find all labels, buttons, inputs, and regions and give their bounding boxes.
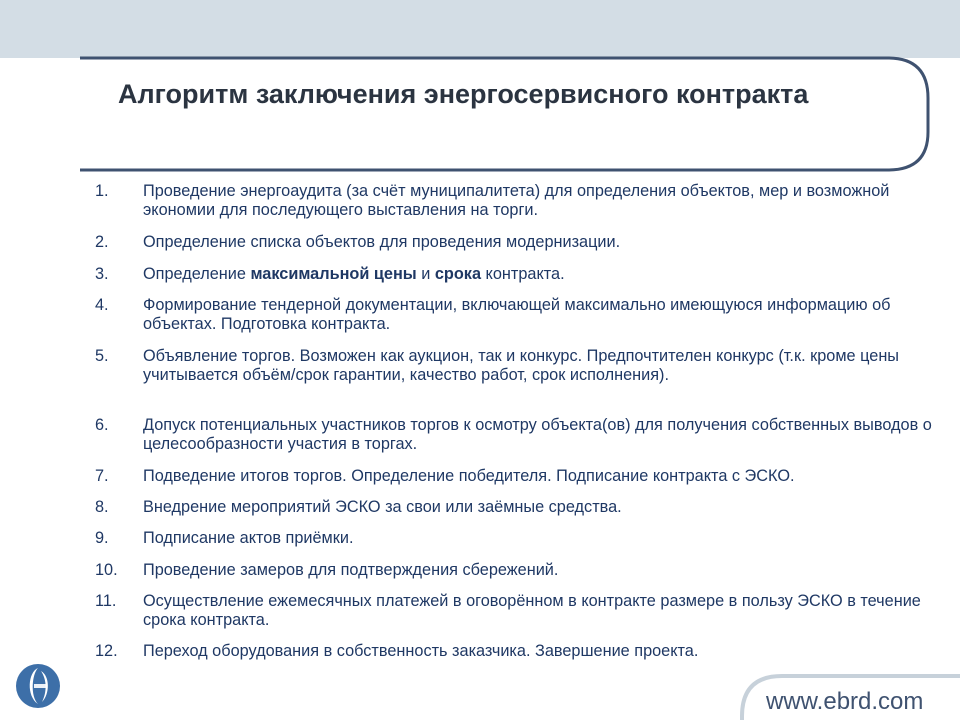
- step-text: Подписание актов приёмки.: [143, 529, 354, 547]
- step-text: Формирование тендерной документации, включающей максимально имеющуюся информацию об объектах. Подготовка контракта.: [143, 296, 891, 333]
- slide-title: Алгоритм заключения энергосервисного контракта: [118, 79, 809, 109]
- step-text: Допуск потенциальных участников торгов к осмотру объекта(ов) для получения собственных выводов о целесообразности участия в торгах.: [143, 416, 932, 453]
- step-number: 4.: [95, 296, 109, 314]
- step-text: Подведение итогов торгов. Определение победителя. Подписание контракта с ЭСКО.: [143, 467, 795, 485]
- step-text: Проведение энергоаудита (за счёт муниципалитета) для определения объектов, мер и возможной экономии для последующего выставления на торги.: [143, 182, 890, 219]
- step-text: Определение списка объектов для проведения модернизации.: [143, 233, 621, 251]
- step-text-part: контракта.: [481, 265, 565, 283]
- step-text: Объявление торгов. Возможен как аукцион, так и конкурс. Предпочтителен конкурс (т.к. кроме цены учитывается объём/срок гарантии, качество работ, срок исполнения).: [143, 347, 900, 384]
- step-text: [143, 265, 948, 284]
- ebrd-logo-icon: [14, 662, 62, 710]
- step-number: 1.: [95, 182, 109, 200]
- step-text: Внедрение мероприятий ЭСКО за свои или заёмные средства.: [143, 498, 622, 516]
- step-text: Осуществление ежемесячных платежей в оговорённом в контракте размере в пользу ЭСКО в течение срока контракта.: [143, 592, 921, 629]
- footer-url: www.ebrd.com: [766, 688, 924, 715]
- step-text: Проведение замеров для подтверждения сбережений.: [143, 561, 559, 579]
- step-text-part: и: [416, 265, 435, 283]
- step-number: 2.: [95, 233, 109, 251]
- step-number: 5.: [95, 347, 109, 365]
- step-text: Переход оборудования в собственность заказчика. Завершение проекта.: [143, 642, 699, 660]
- step-number: 9.: [95, 529, 109, 547]
- step-number: 11.: [95, 592, 117, 610]
- step-number: 3.: [95, 265, 109, 283]
- step-number: 7.: [95, 467, 109, 485]
- step-number: 10.: [95, 561, 118, 579]
- term-emphasis: срока: [434, 265, 482, 283]
- step-number: 12.: [95, 642, 118, 660]
- step-number: 6.: [95, 416, 109, 434]
- max-price-emphasis: максимальной цены: [250, 265, 417, 283]
- step-text-part: Определение: [143, 265, 251, 283]
- step-number: 8.: [95, 498, 109, 516]
